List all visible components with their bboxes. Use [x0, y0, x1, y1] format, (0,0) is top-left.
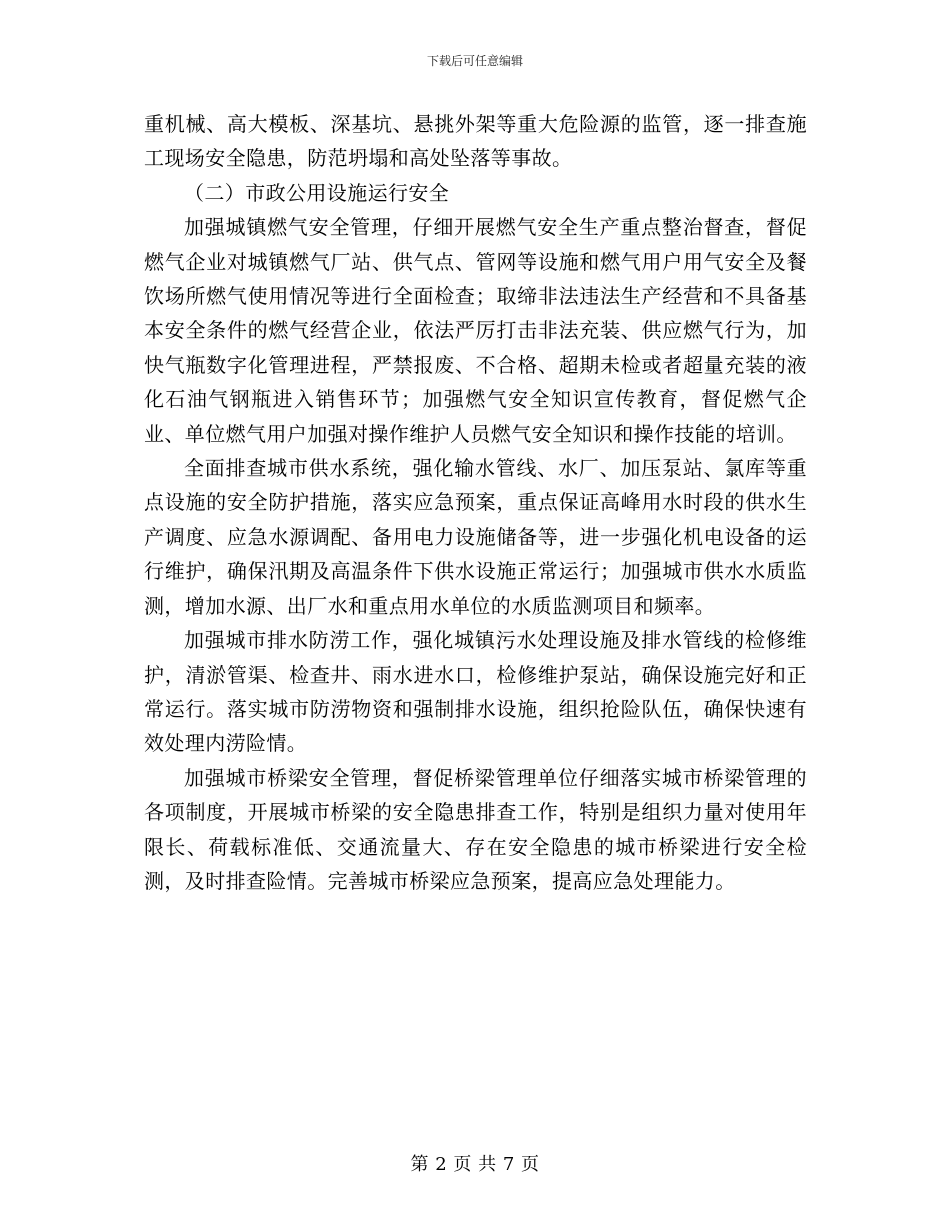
page-header: 下载后可任意编辑	[426, 54, 523, 68]
paragraph-gas-safety: 加强城镇燃气安全管理，仔细开展燃气安全生产重点整治督查，督促燃气企业对城镇燃气厂站、供气点、管网等设施和燃气用户用气安全及餐饮场所燃气使用情况等进行全面检查；取缔非法违法生产经营和不具备基本安全条件的燃气经营企业，依法严厉打击非法充装、供应燃气行为，加快气瓶数字化管理进程，严禁报废、不合格、超期未检或者超量充装的液化石油气钢瓶进入销售环节；加强燃气安全知识宣传教育，督促燃气企业、单位燃气用户加强对操作维护人员燃气安全知识和操作技能的培训。	[144, 215, 807, 446]
paragraph-drainage: 加强城市排水防涝工作，强化城镇污水处理设施及排水管线的检修维护，清淤管渠、检查井、雨水进水口，检修维护泵站，确保设施完好和正常运行。落实城市防涝物资和强制排水设施，组织抢险队伍，确保快速有效处理内涝险情。	[144, 628, 807, 756]
paragraph-continuation: 重机械、高大模板、深基坑、悬挑外架等重大危险源的监管，逐一排查施工现场安全隐患，防范坍塌和高处坠落等事故。	[144, 112, 807, 171]
paragraph-water-supply: 全面排查城市供水系统，强化输水管线、水厂、加压泵站、氯库等重点设施的安全防护措施，落实应急预案，重点保证高峰用水时段的供水生产调度、应急水源调配、备用电力设施储备等，进一步强化机电设备的运行维护，确保汛期及高温条件下供水设施正常运行；加强城市供水水质监测，增加水源、出厂水和重点用水单位的水质监测项目和频率。	[144, 456, 807, 618]
page-number-footer: 第 2 页 共 7 页	[410, 1154, 540, 1175]
document-body	[144, 107, 807, 898]
section-heading: （二）市政公用设施运行安全	[184, 180, 450, 205]
paragraph-bridges: 加强城市桥梁安全管理，督促桥梁管理单位仔细落实城市桥梁管理的各项制度，开展城市桥梁的安全隐患排查工作，特别是组织力量对使用年限长、荷载标准低、交通流量大、存在安全隐患的城市桥梁进行安全检测，及时排查险情。完善城市桥梁应急预案，提高应急处理能力。	[144, 765, 807, 893]
